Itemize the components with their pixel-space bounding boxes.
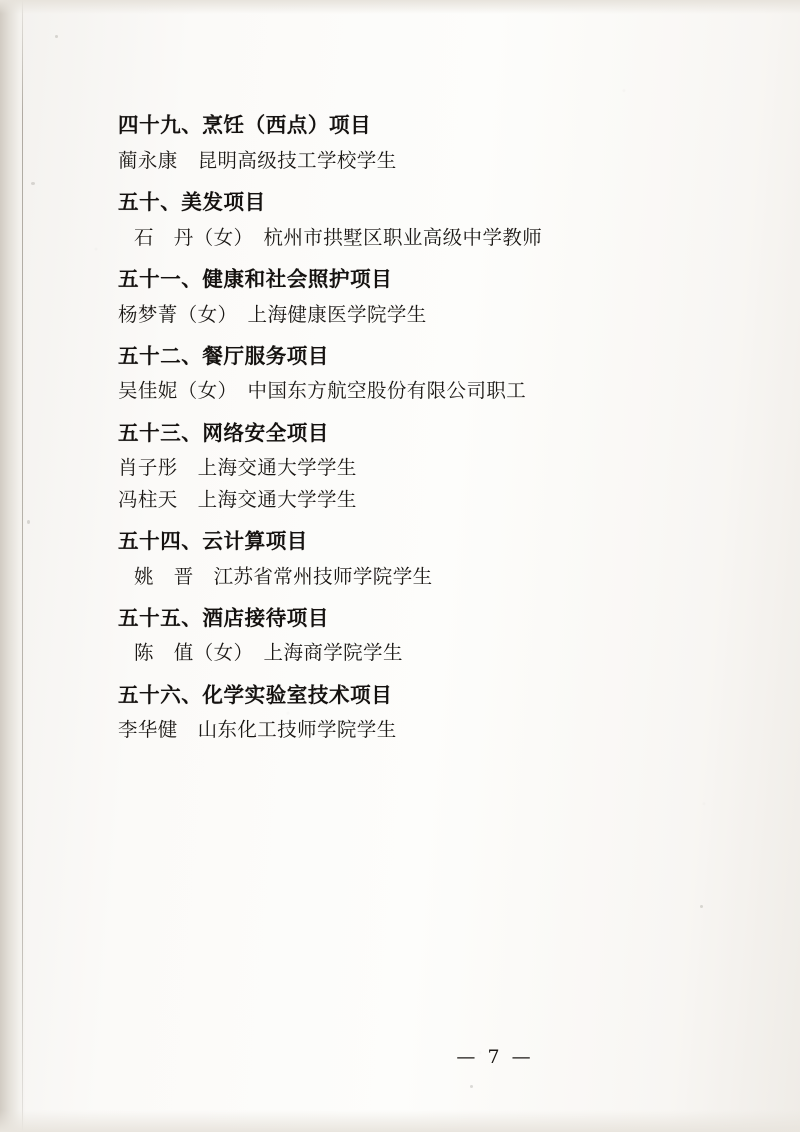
document-section bbox=[118, 420, 678, 514]
section-heading: 五十六、化学实验室技术项目 bbox=[118, 682, 393, 707]
document-body bbox=[118, 98, 678, 747]
scan-speck bbox=[31, 182, 35, 185]
scan-speck bbox=[470, 1085, 473, 1088]
section-heading: 五十五、酒店接待项目 bbox=[118, 605, 329, 630]
section-entry: 肖子彤 上海交通大学学生 bbox=[118, 456, 357, 480]
section-entry: 李华健 山东化工技师学院学生 bbox=[118, 718, 397, 742]
document-section bbox=[118, 528, 678, 591]
document-section bbox=[118, 112, 678, 175]
page-left-binding-line bbox=[22, 0, 23, 1132]
section-entry: 冯柱天 上海交通大学学生 bbox=[118, 487, 357, 511]
section-heading: 五十、美发项目 bbox=[118, 189, 266, 214]
document-section bbox=[118, 343, 678, 406]
section-entry: 石 丹（女） 杭州市拱墅区职业高级中学教师 bbox=[134, 225, 543, 249]
section-entry: 姚 晋 江苏省常州技师学院学生 bbox=[134, 564, 433, 588]
document-section bbox=[118, 605, 678, 668]
page-top-edge-shadow bbox=[0, 0, 800, 14]
section-entry: 蔺永康 昆明高级技工学校学生 bbox=[118, 148, 397, 172]
document-section bbox=[118, 682, 678, 745]
document-section bbox=[118, 266, 678, 329]
section-heading: 四十九、烹饪（西点）项目 bbox=[118, 113, 372, 137]
section-heading: 五十一、健康和社会照护项目 bbox=[118, 266, 393, 291]
page-number: — 7 — bbox=[456, 1046, 534, 1068]
scan-speck bbox=[55, 35, 58, 38]
section-heading: 五十三、网络安全项目 bbox=[118, 420, 329, 445]
scan-speck bbox=[700, 905, 703, 908]
page-bottom-edge-shadow bbox=[0, 1110, 800, 1132]
section-entry: 陈 值（女） 上海商学院学生 bbox=[134, 641, 403, 665]
section-entry: 杨梦菁（女） 上海健康医学院学生 bbox=[118, 302, 427, 326]
section-heading: 五十二、餐厅服务项目 bbox=[118, 343, 329, 368]
document-section bbox=[118, 189, 678, 252]
scan-speck bbox=[27, 520, 30, 524]
section-entry: 吴佳妮（女） 中国东方航空股份有限公司职工 bbox=[118, 379, 527, 403]
section-heading: 五十四、云计算项目 bbox=[118, 528, 308, 553]
